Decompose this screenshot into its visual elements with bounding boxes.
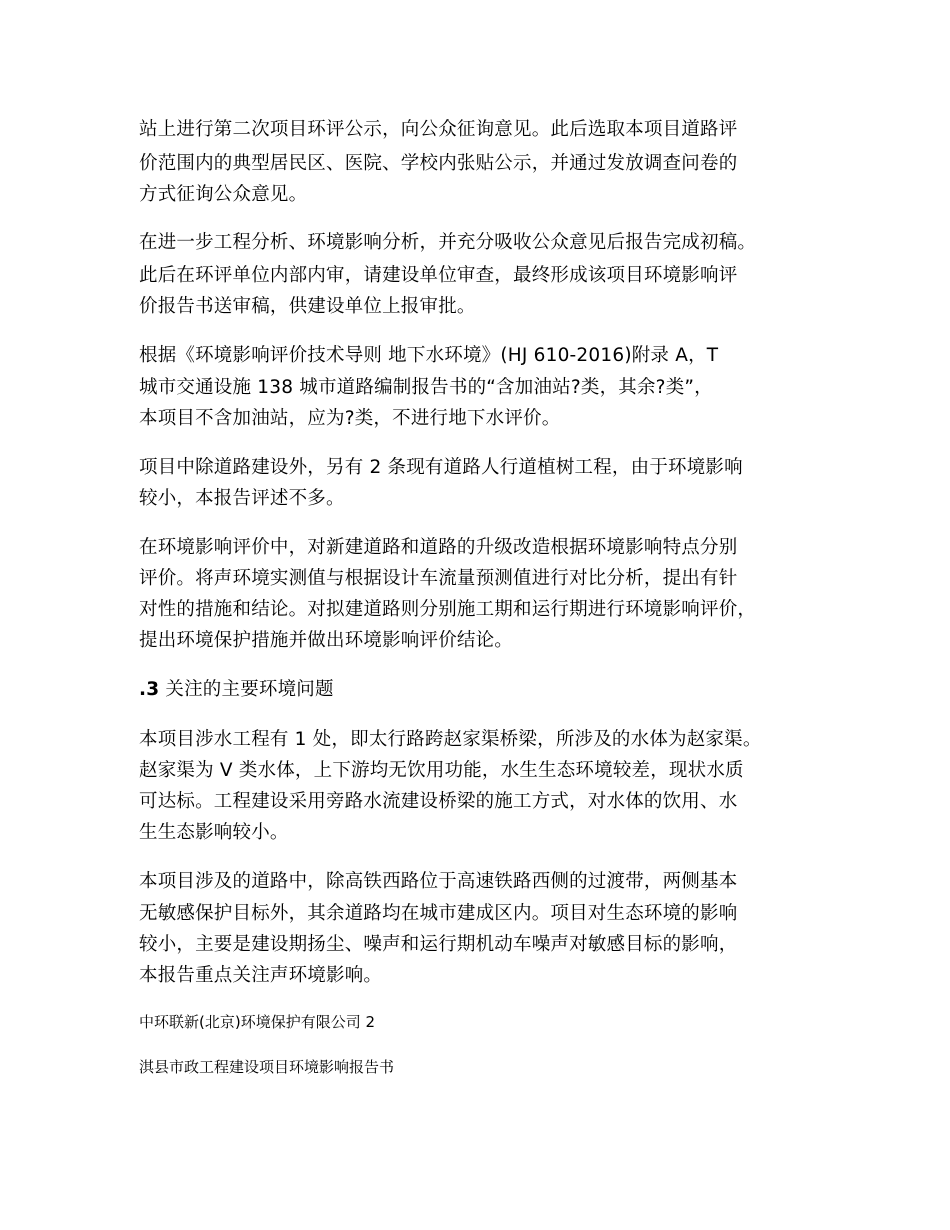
section-number: .3 (139, 679, 160, 700)
paragraph-line: 本项目涉水工程有 1 处，即太行路跨赵家渠桥梁，所涉及的水体为赵家渠。 (139, 729, 762, 750)
paragraph-line: 根据《环境影响评价技术导则 地下水环境》(HJ 610-2016)附录 A，T (139, 345, 719, 366)
paragraph-line: 本项目不含加油站，应为?类，不进行地下水评价。 (139, 408, 561, 429)
paragraph-line: 较小，主要是建设期扬尘、噪声和运行期机动车噪声对敏感目标的影响， (139, 934, 738, 955)
paragraph-line: 较小，本报告评述不多。 (139, 488, 345, 509)
footer-report-title: 淇县市政工程建设项目环境影响报告书 (139, 1058, 395, 1076)
paragraph-line: 站上进行第二次项目环评公示，向公众征询意见。此后选取本项目道路评 (139, 119, 738, 140)
paragraph-line: 在进一步工程分析、环境影响分析，并充分吸收公众意见后报告完成初稿。 (139, 232, 757, 253)
paragraph-line: 生生态影响较小。 (139, 822, 289, 843)
paragraph-line: 城市交通设施 138 城市道路编制报告书的“含加油站?类，其余?类”， (139, 377, 713, 398)
paragraph-line: 对性的措施和结论。对拟建道路则分别施工期和运行期进行环境影响评价， (139, 599, 757, 620)
paragraph-line: 无敏感保护目标外，其余道路均在城市建成区内。项目对生态环境的影响 (139, 903, 738, 924)
paragraph-line: 评价。将声环境实测值与根据设计车流量预测值进行对比分析，提出有针 (139, 568, 738, 589)
paragraph-line: 方式征询公众意见。 (139, 184, 308, 205)
paragraph-line: 价范围内的典型居民区、医院、学校内张贴公示，并通过发放调查问卷的 (139, 153, 738, 174)
paragraph-line: 可达标。工程建设采用旁路水流建设桥梁的施工方式，对水体的饮用、水 (139, 791, 738, 812)
paragraph-line: 在环境影响评价中，对新建道路和道路的升级改造根据环境影响特点分别 (139, 537, 738, 558)
paragraph-line: 赵家渠为 V 类水体，上下游均无饮用功能，水生生态环境较差，现状水质 (139, 760, 744, 781)
paragraph-line: 此后在环评单位内部内审，请建设单位审查，最终形成该项目环境影响评 (139, 265, 738, 286)
paragraph-line: 价报告书送审稿，供建设单位上报审批。 (139, 296, 476, 317)
paragraph-line: 项目中除道路建设外，另有 2 条现有道路人行道植树工程，由于环境影响 (139, 457, 743, 478)
paragraph-line: 本项目涉及的道路中，除高铁西路位于高速铁路西侧的过渡带，两侧基本 (139, 871, 738, 892)
section-heading (139, 678, 334, 702)
section-title: 关注的主要环境问题 (159, 679, 334, 700)
paragraph-line: 提出环境保护措施并做出环境影响评价结论。 (139, 630, 514, 651)
paragraph-line: 本报告重点关注声环境影响。 (139, 965, 383, 986)
footer-company: 中环联新(北京)环境保护有限公司 2 (139, 1013, 376, 1031)
